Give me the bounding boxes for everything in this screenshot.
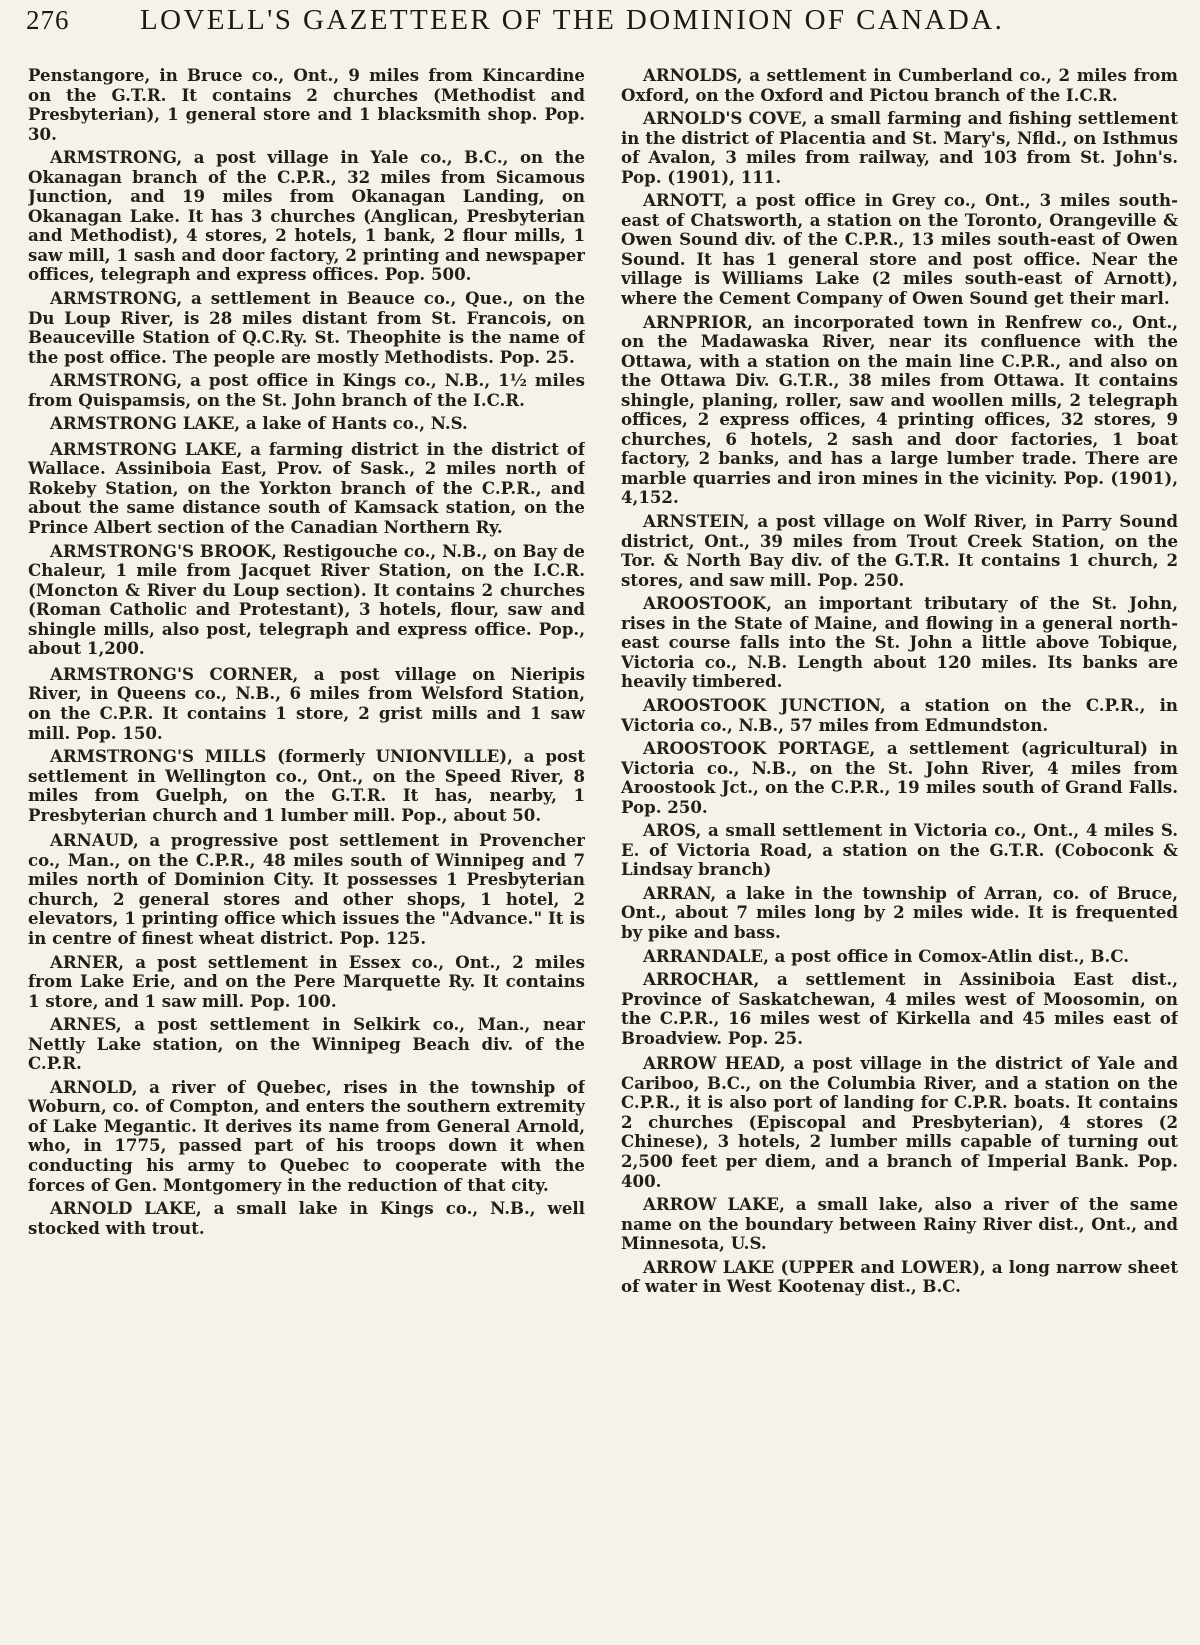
entry-paragraph: AROOSTOOK JUNCTION, a station on the C.P.R., in Victoria co., N.B., 57 miles from Edmundston.: [621, 694, 1178, 735]
entry-paragraph: AROOSTOOK, an important tributary of the St. John, rises in the State of Maine, and flowing in a general north-east course falls into the St. John a little above Tobique, Victoria co., N.B. Length about 120 miles. Its banks are heavily timbered.: [621, 593, 1178, 692]
text-columns: [28, 66, 1178, 1636]
entry-paragraph: ARRAN, a lake in the township of Arran, co. of Bruce, Ont., about 7 miles long by 2 miles wide. It is frequented by pike and bass.: [621, 882, 1178, 942]
entry-paragraph: ARNOLDS, a settlement in Cumberland co., 2 miles from Oxford, on the Oxford and Pictou branch of the I.C.R.: [621, 66, 1178, 105]
entry-paragraph: ARMSTRONG LAKE, a lake of Hants co., N.S.: [50, 413, 468, 434]
page-header: [26, 4, 1176, 52]
entry-paragraph: ARNOLD, a river of Quebec, rises in the township of Woburn, co. of Compton, and enters the southern extremity of Lake Megantic. It derives its name from General Arnold, who, in 1775, passed part of his troops down it when conducting his army to Quebec to cooperate with the forces of Gen. Montgomery in the reduction of that city.: [28, 1076, 585, 1195]
entry-paragraph: ARNPRIOR, an incorporated town in Renfrew co., Ont., on the Madawaska River, near its confluence with the Ottawa, with a station on the main line C.P.R., and also on the Ottawa Div. G.T.R., 38 miles from Ottawa. It contains shingle, planing, roller, saw and woollen mills, 2 telegraph offices, 2 express offices, 4 printing offices, 32 stores, 9 churches, 6 hotels, 2 sash and door factories, 1 boat factory, 2 banks, and has a large lumber trade. There are marble quarries and iron mines in the vicinity. Pop. (1901), 4,152.: [621, 311, 1178, 508]
entry-paragraph: ARNER, a post settlement in Essex co., Ont., 2 miles from Lake Erie, and on the Pere Marquette Ry. It contains 1 store, and 1 saw mill. Pop. 100.: [28, 951, 585, 1011]
entry-paragraph: ARNOLD LAKE, a small lake in Kings co., N.B., well stocked with trout.: [28, 1198, 585, 1238]
entry-paragraph: ARMSTRONG'S CORNER, a post village on Nieripis River, in Queens co., N.B., 6 miles from Welsford Station, on the C.P.R. It contains 1 store, 2 grist mills and 1 saw mill. Pop. 150.: [28, 663, 585, 743]
entry-paragraph: AROS, a small settlement in Victoria co., Ont., 4 miles S. E. of Victoria Road, a station on the G.T.R. (Coboconk & Lindsay branch): [621, 820, 1178, 880]
entry-paragraph: ARMSTRONG, a settlement in Beauce co., Que., on the Du Loup River, is 28 miles distant from St. Francois, on Beauceville Station of Q.C.Ry. St. Theophite is the name of the post office. The people are mostly Methodists. Pop. 25.: [28, 288, 585, 367]
entry-paragraph: ARROW HEAD, a post village in the district of Yale and Cariboo, B.C., on the Columbia River, and a station on the C.P.R., it is also port of landing for C.P.R. boats. It contains 2 churches (Episcopal and Presbyterian), 4 stores (2 Chinese), 3 hotels, 2 lumber mills capable of turning out 2,500 feet per diem, and a branch of Imperial Bank. Pop. 400.: [621, 1053, 1178, 1191]
entry-paragraph: ARNAUD, a progressive post settlement in Provencher co., Man., on the C.P.R., 48 miles south of Winnipeg and 7 miles north of Dominion City. It possesses 1 Presbyterian church, 2 general stores and other shops, 1 hotel, 2 elevators, 1 printing office which issues the "Advance." It is in centre of finest wheat district. Pop. 125.: [28, 830, 585, 948]
entry-paragraph: ARRANDALE, a post office in Comox-Atlin dist., B.C.: [643, 945, 1130, 966]
entry-paragraph: ARROW LAKE (UPPER and LOWER), a long narrow sheet of water in West Kootenay dist., B.C.: [621, 1256, 1178, 1297]
entry-paragraph: ARNOTT, a post office in Grey co., Ont., 3 miles south-east of Chatsworth, a station on the Toronto, Orangeville & Owen Sound div. of the C.P.R., 13 miles south-east of Owen Sound. It has 1 general store and post office. Near the village is Williams Lake (2 miles south-east of Arnott), where the Cement Company of Owen Sound get their marl.: [621, 190, 1178, 309]
entry-paragraph: ARROCHAR, a settlement in Assiniboia East dist., Province of Saskatchewan, 4 miles west of Moosomin, on the C.P.R., 16 miles west of Kirkella and 45 miles east of Broadview. Pop. 25.: [621, 969, 1178, 1048]
running-title: LOVELL'S GAZETTEER OF THE DOMINION OF CANADA.: [140, 4, 1005, 36]
entry-paragraph: ARROW LAKE, a small lake, also a river of the same name on the boundary between Rainy River dist., Ont., and Minnesota, U.S.: [621, 1194, 1178, 1254]
entry-paragraph: ARNOLD'S COVE, a small farming and fishing settlement in the district of Placentia and St. Mary's, Nfld., on Isthmus of Avalon, 3 miles from railway, and 103 from St. John's. Pop. (1901), 111.: [621, 108, 1178, 187]
entry-paragraph: ARMSTRONG, a post village in Yale co., B.C., on the Okanagan branch of the C.P.R., 32 miles from Sicamous Junction, and 19 miles from Okanagan Landing, on Okanagan Lake. It has 3 churches (Anglican, Presbyterian and Methodist), 4 stores, 2 hotels, 1 bank, 2 flour mills, 1 saw mill, 1 sash and door factory, 2 printing and newspaper offices, telegraph and express offices. Pop. 500.: [28, 147, 585, 285]
entry-paragraph: AROOSTOOK PORTAGE, a settlement (agricultural) in Victoria co., N.B., on the St. John River, 4 miles from Aroostook Jct., on the C.P.R., 19 miles south of Grand Falls. Pop. 250.: [621, 738, 1178, 817]
left-column: [28, 66, 585, 1636]
right-column: [621, 66, 1178, 1636]
entry-paragraph: ARMSTRONG, a post office in Kings co., N.B., 1½ miles from Quispamsis, on the St. John branch of the I.C.R.: [28, 370, 585, 410]
entry-paragraph: ARMSTRONG LAKE, a farming district in the district of Wallace. Assiniboia East, Prov. of Sask., 2 miles north of Rokeby Station, on the Yorkton branch of the C.P.R., and about the same distance south of Kamsack station, on the Prince Albert section of the Canadian Northern Ry.: [28, 438, 585, 538]
entry-paragraph: ARNES, a post settlement in Selkirk co., Man., near Nettly Lake station, on the Winnipeg Beach div. of the C.P.R.: [28, 1014, 585, 1074]
entry-paragraph: ARMSTRONG'S BROOK, Restigouche co., N.B., on Bay de Chaleur, 1 mile from Jacquet River Station, on the I.C.R. (Moncton & River du Loup section). It contains 2 churches (Roman Catholic and Protestant), 3 hotels, flour, saw and shingle mills, also post, telegraph and express office. Pop., about 1,200.: [28, 540, 585, 659]
entry-paragraph: ARMSTRONG'S MILLS (formerly UNIONVILLE), a post settlement in Wellington co., Ont., on the Speed River, 8 miles from Guelph, on the G.T.R. It has, nearby, 1 Presbyterian church and 1 lumber mill. Pop., about 50.: [28, 746, 585, 825]
entry-paragraph: Penstangore, in Bruce co., Ont., 9 miles from Kincardine on the G.T.R. It contains 2 churches (Methodist and Presbyterian), 1 general store and 1 blacksmith shop. Pop. 30.: [28, 66, 585, 144]
page-number: 276: [26, 5, 70, 35]
entry-paragraph: ARNSTEIN, a post village on Wolf River, in Parry Sound district, Ont., 39 miles from Trout Creek Station, on the Tor. & North Bay div. of the G.T.R. It contains 1 church, 2 stores, and saw mill. Pop. 250.: [621, 511, 1178, 590]
